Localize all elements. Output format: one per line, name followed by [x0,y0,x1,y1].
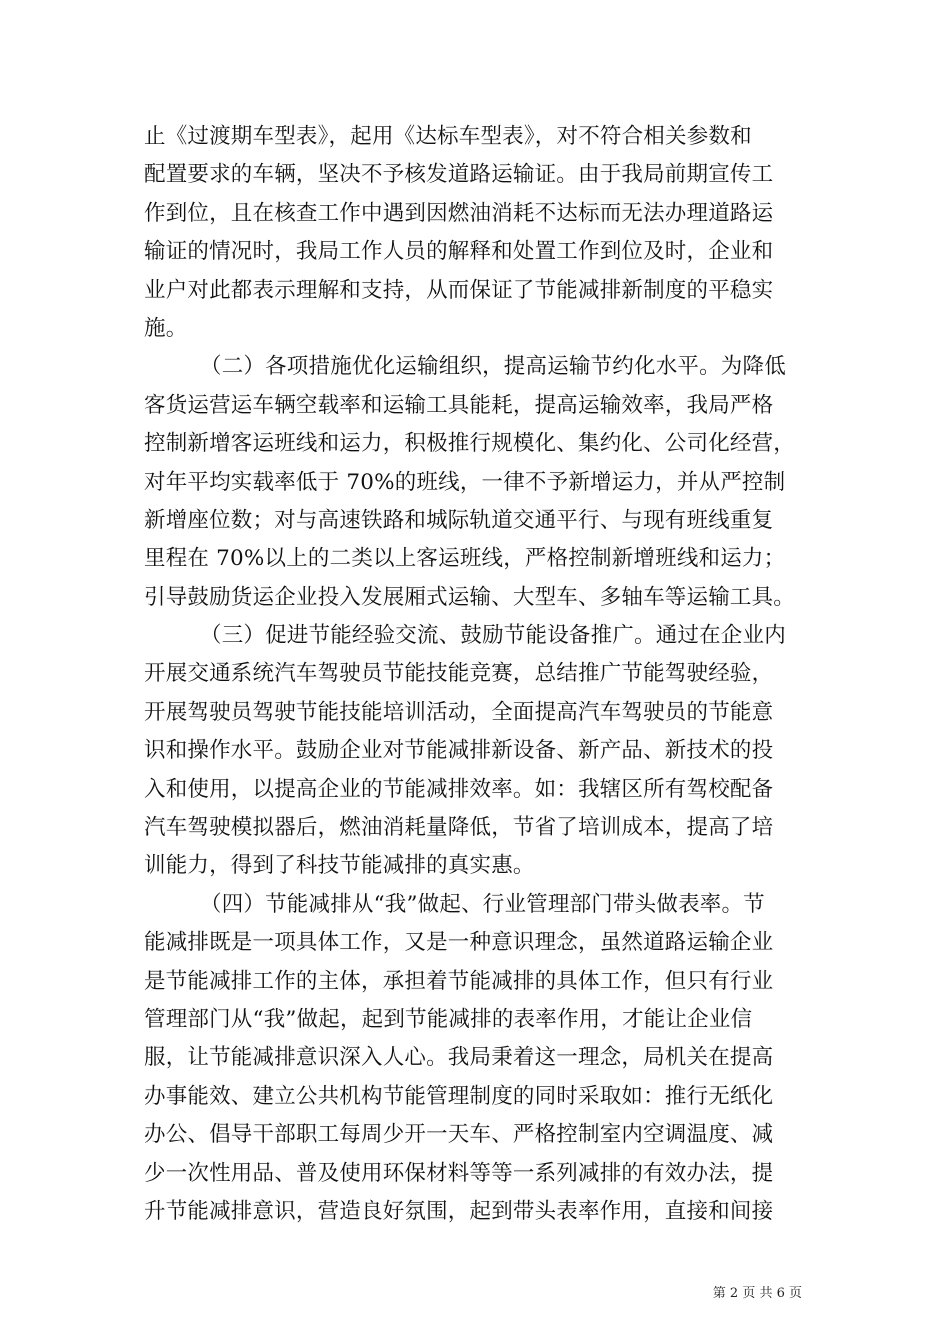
text-line: 业户对此都表示理解和支持，从而保证了节能减排新制度的平稳实 [144,277,774,303]
text-line: 客货运营运车辆空载率和运输工具能耗，提高运输效率，我局严格 [144,392,774,418]
page-number-label: 第 2 页 共 6 页 [712,1286,802,1301]
text-line: 训能力，得到了科技节能减排的真实惠。 [144,853,535,879]
text-line: 引导鼓励货运企业投入发展厢式运输、大型车、多轴车等运输工具。 [144,584,796,610]
text-line: 少一次性用品、普及使用环保材料等等一系列减排的有效办法，提 [144,1160,774,1186]
text-line: 配置要求的车辆，坚决不予核发道路运输证。由于我局前期宣传工 [144,162,774,188]
text-line-first: （四）节能减排从“我”做起、行业管理部门带头做表率。节 [200,891,765,917]
page-footer [713,1284,802,1304]
text-line: 管理部门从“我”做起，起到节能减排的表率作用，才能让企业信 [144,1006,753,1032]
text-line: 输证的情况时，我局工作人员的解释和处置工作到位及时，企业和 [144,239,774,265]
text-line: 升节能减排意识，营造良好氛围，起到带头表率作用，直接和间接 [144,1198,774,1224]
text-line: 开展交通系统汽车驾驶员节能技能竞赛，总结推广节能驾驶经验， [144,661,774,687]
text-line: 作到位，且在核查工作中遇到因燃油消耗不达标而无法办理道路运 [144,200,774,226]
text-line: 服，让节能减排意识深入人心。我局秉着这一理念，局机关在提高 [144,1045,774,1071]
text-line: 止《过渡期车型表》，起用《达标车型表》，对不符合相关参数和 [144,124,752,149]
text-line: 控制新增客运班线和运力，积极推行规模化、集约化、公司化经营， [144,431,796,457]
text-line: 对年平均实载率低于 70%的班线，一律不予新增运力，并从严控制 [144,469,786,495]
text-line-first: （三）促进节能经验交流、鼓励节能设备推广。通过在企业内 [200,623,786,649]
text-line: 施。 [144,315,188,341]
text-line: 办公、倡导干部职工每周少开一天车、严格控制室内空调温度、减 [144,1122,774,1148]
text-line: 新增座位数；对与高速铁路和城际轨道交通平行、与现有班线重复 [144,507,774,533]
paragraph-section-4 [144,886,808,1232]
document-body [144,118,808,1231]
paragraph-continuation [144,118,808,348]
text-line: 识和操作水平。鼓励企业对节能减排新设备、新产品、新技术的投 [144,738,774,764]
text-line: 汽车驾驶模拟器后，燃油消耗量降低，节省了培训成本，提高了培 [144,815,774,841]
text-line-first: （二）各项措施优化运输组织，提高运输节约化水平。为降低 [200,354,786,380]
text-line: 能减排既是一项具体工作，又是一种意识理念，虽然道路运输企业 [144,930,774,956]
text-line: 入和使用，以提高企业的节能减排效率。如：我辖区所有驾校配备 [144,776,774,802]
text-line: 办事能效、建立公共机构节能管理制度的同时采取如：推行无纸化 [144,1083,774,1109]
paragraph-section-3 [144,617,808,886]
text-line: 里程在 70%以上的二类以上客运班线，严格控制新增班线和运力； [144,546,786,572]
paragraph-section-2 [144,348,808,617]
text-line: 是节能减排工作的主体，承担着节能减排的具体工作，但只有行业 [144,968,774,994]
text-line: 开展驾驶员驾驶节能技能培训活动，全面提高汽车驾驶员的节能意 [144,699,774,725]
